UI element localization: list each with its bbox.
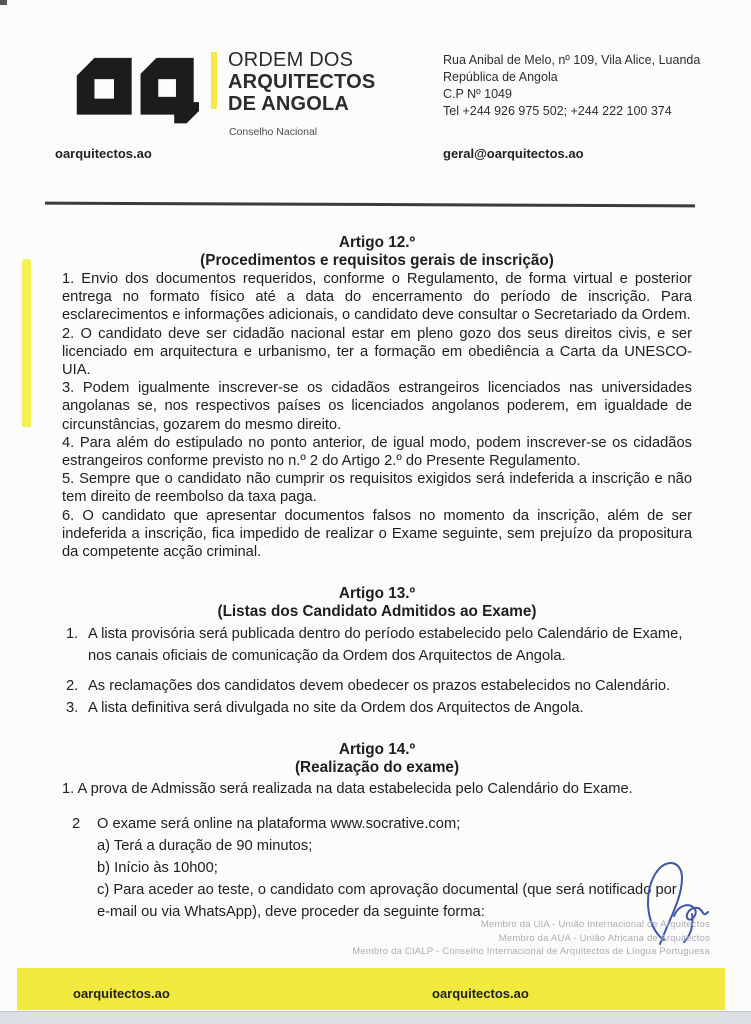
artigo-13-list [62,623,692,719]
list-item-number: 3. [66,700,79,717]
header-divider [45,202,695,207]
artigo-12-paragraph-3: 3. Podem igualmente inscrever-se os cidadãos estrangeiros licenciados nas universidades angolanas se, nos respectivos países os licenciados angolanos poderem, em igualdade de circunstâncias, gozarem do mesmo direito. [62,380,692,433]
subitem-b: b) Início às 10h00; [97,860,218,877]
artigo-12-subtitle: (Procedimentos e requisitos gerais de inscrição) [200,252,554,269]
artigo-13-title: Artigo 13.º [338,585,416,603]
list-item-number: 2. [66,678,79,695]
artigo-14-section [62,741,692,923]
artigo-14-subitems [97,835,692,923]
artigo-12-paragraph-2: 2. O candidato deve ser cidadão nacional estar em pleno gozo dos seus direitos civis, e ser licenciado em arquitectura e urbanismo, ter a formação em obediência a Carta da UNESCO-UIA. [62,325,692,379]
address-line3: C.P Nº 1049 [443,87,512,101]
org-name [228,49,375,115]
scan-artifact [0,0,7,5]
artigo-14-subtitle: (Realização do exame) [294,759,460,777]
address-line2: República de Angola [443,70,558,84]
scan-edge-strip [0,1011,751,1024]
artigo-12-paragraph-1: 1. Envio dos documentos requeridos, conforme o Regulamento, de forma virtual e posterior entrega no formato físico até a data do encerramento do período de inscrição. Para esclarecimentos e informações adicionais, o candidato deve consultar o Secretariado da Ordem. [62,271,692,324]
membership-cialp: Membro da CIALP - Conselho Internacional de Arquitectos de Língua Portuguesa [352,946,710,957]
email-text: geral@oarquitectos.ao [443,146,584,161]
footer-website-left: oarquitectos.ao [73,986,170,1001]
artigo-14-title: Artigo 14.º [338,741,416,759]
org-name-line2: ARQUITECTOS [228,71,376,93]
artigo-12-section [62,234,692,561]
membership-lines [352,918,710,959]
list-item [62,697,692,719]
subitem-a: a) Terá a duração de 90 minutos; [97,838,313,855]
list-item-text: O exame será online na plataforma www.socrative.com; [97,816,461,833]
list-item-number: 1. [66,626,79,643]
list-item-text: A lista provisória será publicada dentro do período estabelecido pelo Calendário de Exame, nos canais oficiais de comunicação da Ordem dos Arquitectos de Angola. [88,626,683,665]
list-item-number: 2 [72,816,81,833]
address-line1: Rua Anibal de Melo, nº 109, Vila Alice, Luanda [443,53,701,67]
list-item-text: A lista definitiva será divulgada no site da Ordem dos Arquitectos de Angola. [88,700,584,717]
artigo-14-paragraph-1: 1. A prova de Admissão será realizada na data estabelecida pelo Calendário do Exame. [62,781,633,798]
artigo-12-paragraph-6: 6. O candidato que apresentar documentos falsos no momento da inscrição, além de ser indeferida a inscrição, fica impedido de realizar o Exame seguinte, sem prejuízo da propositura da competente acção criminal. [62,507,692,561]
contact-block [443,52,700,120]
artigo-12-title: Artigo 12.º [338,234,416,251]
org-subtitle: Conselho Nacional [229,126,318,138]
oaa-logo-icon [75,50,199,126]
website-text: oarquitectos.ao [55,146,152,161]
membership-aua: Membro da AUA - União Africana de Arquitectos [498,932,710,944]
logo-yellow-separator [211,52,217,109]
yellow-highlight-bar [22,259,31,427]
artigo-12-paragraph-5: 5. Sempre que o candidato não cumprir os requisitos exigidos será indeferida a inscrição e não tem direito de reembolso da taxa paga. [62,471,692,506]
membership-uia: Membro da UIA - União Internacional de Arquitectos [480,919,710,930]
document-body [62,234,692,923]
artigo-12-paragraph-4: 4. Para além do estipulado no ponto anterior, de igual modo, podem inscrever-se os cidadãos estrangeiros conforme previsto no n.º 2 do Artigo 2.º do Presente Regulamento. [62,434,692,470]
footer-website-center: oarquitectos.ao [432,986,529,1001]
footer-yellow-bar [17,968,725,1010]
list-item-text: As reclamações dos candidatos devem obedecer os prazos estabelecidos no Calendário. [88,678,671,695]
list-item [62,675,692,697]
artigo-13-subtitle: (Listas dos Candidato Admitidos ao Exame) [217,603,537,621]
phone-line: Tel +244 926 975 502; +244 222 100 374 [443,104,672,118]
org-name-line3: DE ANGOLA [228,93,350,115]
org-name-line1: ORDEM DOS [228,49,354,71]
list-item [62,623,692,667]
list-item [62,813,692,835]
artigo-13-section [62,585,692,719]
subitem-c: c) Para aceder ao teste, o candidato com aprovação documental (que será notificado por e-mail ou via WhatsApp), deve proceder da seguinte forma: [97,882,677,921]
